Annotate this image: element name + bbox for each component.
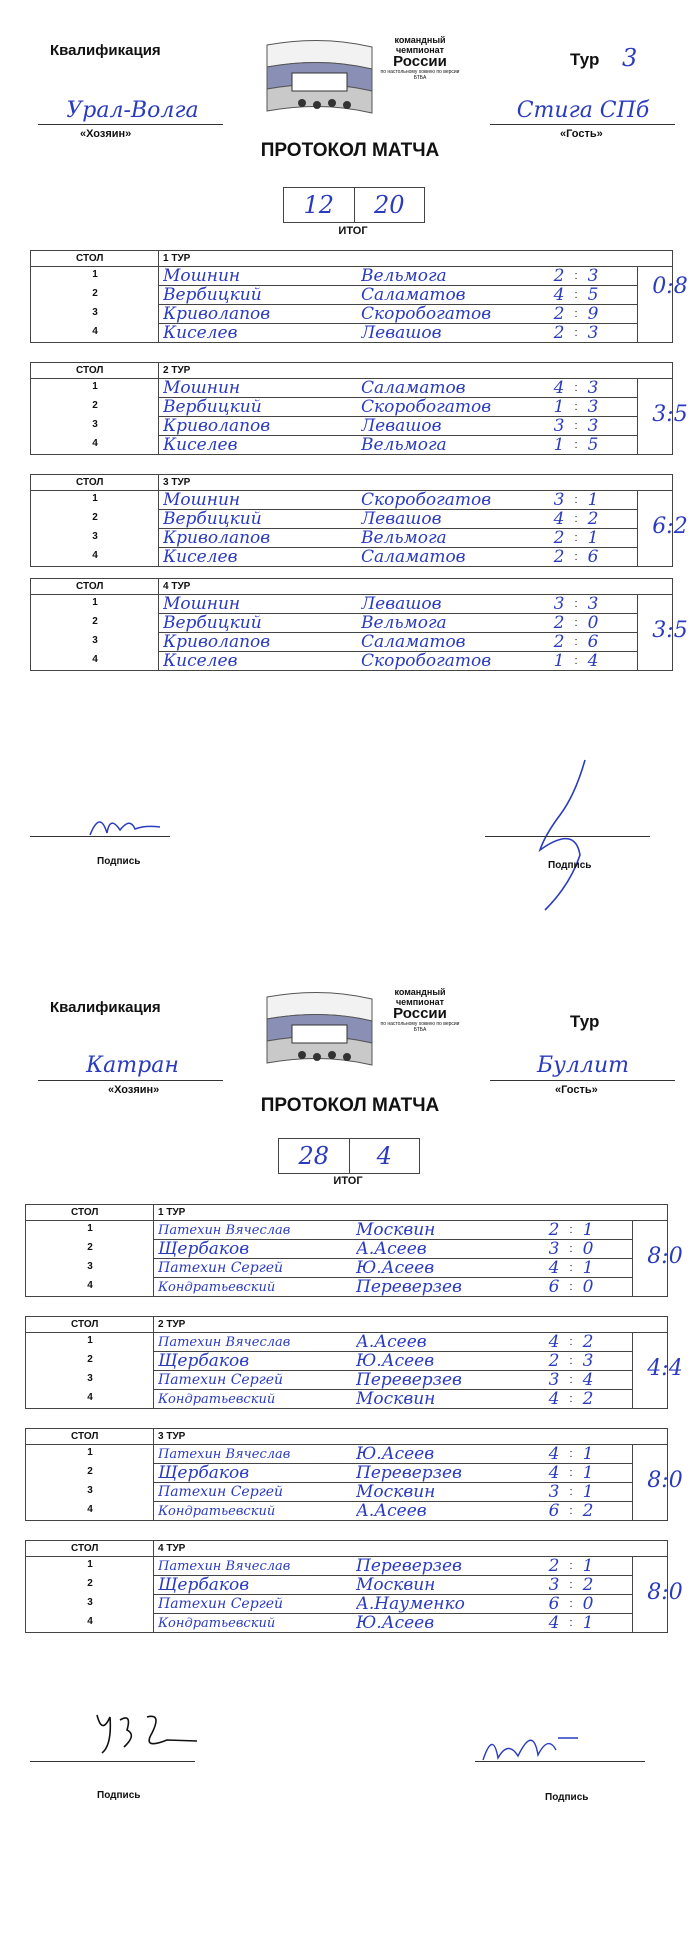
guest-team-name: Стига СПб	[516, 98, 650, 123]
host-player: Мошнин	[163, 491, 241, 510]
host-player: Криволапов	[163, 529, 271, 548]
guest-player: Вельмога	[361, 614, 447, 633]
host-score: 3	[553, 594, 565, 614]
guest-score: 9	[587, 304, 599, 324]
page-title: ПРОТОКОЛ МАТЧА	[260, 1095, 440, 1116]
guest-player: Саламатов	[361, 286, 466, 305]
host-total-score: 28	[279, 1139, 350, 1173]
host-player: Киселев	[163, 324, 238, 343]
total-score-box	[283, 187, 425, 223]
host-score: 3	[548, 1482, 560, 1502]
host-underline	[38, 1080, 223, 1081]
total-score-box	[278, 1138, 420, 1174]
host-player: Мошнин	[163, 379, 241, 398]
stol-header: СТОЛ	[26, 1541, 154, 1556]
page-title: ПРОТОКОЛ МАТЧА	[260, 140, 440, 161]
guest-player: Вельмога	[361, 436, 447, 455]
round-total: 8:0	[647, 1468, 683, 1493]
guest-score: 3	[582, 1351, 594, 1371]
table-number: 1	[87, 1335, 93, 1346]
table-number: 1	[87, 1559, 93, 1570]
host-score: 3	[553, 416, 565, 436]
guest-score: 1	[582, 1556, 594, 1576]
guest-signature-line	[485, 836, 650, 837]
guest-signature-icon	[515, 755, 605, 915]
guest-score: 0	[587, 613, 599, 633]
host-score: 4	[553, 509, 565, 529]
guest-signature-caption: Подпись	[548, 860, 592, 871]
guest-caption: «Гость»	[560, 128, 603, 140]
table-number: 2	[92, 616, 98, 627]
guest-player: Саламатов	[361, 548, 466, 567]
guest-player: Ю.Асеев	[356, 1259, 435, 1278]
round-table: СТОЛ 4 ТУР 1 Патехин Вячеслав Переверзев 2 : 1 2 Щербаков Москвин 3 : 2 3 Патехин Сергей А.Науменко 6 : 0 4 Кондратьевский Ю.Асеев 4 : 1 8:0	[25, 1540, 668, 1638]
table-number: 2	[92, 400, 98, 411]
host-team-name: Катран	[86, 1053, 179, 1078]
host-score: 2	[553, 528, 565, 548]
logo-line-4: по настольному хоккею по версии БТБА	[380, 69, 460, 81]
table-number: 1	[92, 269, 98, 280]
guest-team-name: Буллит	[537, 1053, 629, 1078]
guest-score: 6	[587, 632, 599, 652]
host-signature-line	[30, 836, 170, 837]
guest-score: 5	[587, 285, 599, 305]
host-score: 4	[548, 1444, 560, 1464]
host-player: Патехин Сергей	[158, 1260, 284, 1276]
host-score: 2	[553, 632, 565, 652]
table-number: 2	[87, 1242, 93, 1253]
round-total: 0:8	[652, 274, 688, 299]
guest-player: Вельмога	[361, 529, 447, 548]
round-total: 3:5	[652, 618, 688, 643]
round-total: 4:4	[647, 1356, 683, 1381]
qualification-label: Квалификация	[50, 999, 161, 1016]
guest-player: Саламатов	[361, 633, 466, 652]
host-score: 1	[553, 435, 565, 455]
round-table: СТОЛ 3 ТУР 1 Патехин Вячеслав Ю.Асеев 4 : 1 2 Щербаков Переверзев 4 : 1 3 Патехин Сергей Москвин 3 : 1 4 Кондратьевский А.Асеев 6 : 2 8:0	[25, 1428, 668, 1526]
guest-player: Ю.Асеев	[356, 1352, 435, 1371]
guest-player: Вельмога	[361, 267, 447, 286]
host-caption: «Хозяин»	[80, 128, 132, 140]
table-number: 1	[92, 381, 98, 392]
host-score: 1	[553, 397, 565, 417]
table-number: 3	[92, 531, 98, 542]
host-player: Патехин Сергей	[158, 1596, 284, 1612]
table-number: 1	[87, 1447, 93, 1458]
host-score: 4	[548, 1613, 560, 1633]
guest-player: Левашов	[361, 324, 442, 343]
host-player: Патехин Вячеслав	[158, 1335, 291, 1350]
table-number: 4	[92, 438, 98, 449]
guest-player: Москвин	[356, 1390, 436, 1409]
guest-player: Ю.Асеев	[356, 1614, 435, 1633]
round-table: СТОЛ 2 ТУР 1 Мошнин Саламатов 4 : 3 2 Вербицкий Скоробогатов 1 : 3 3 Криволапов Левашов 3 : 3 4 Киселев Вельмога 1 : 5 3:5	[30, 362, 673, 460]
guest-player: Переверзев	[356, 1464, 462, 1483]
table-number: 4	[92, 654, 98, 665]
host-player: Патехин Вячеслав	[158, 1447, 291, 1462]
host-score: 1	[553, 651, 565, 671]
host-total-score: 12	[284, 188, 355, 222]
guest-signature-caption: Подпись	[545, 1792, 589, 1803]
table-number: 2	[92, 288, 98, 299]
tur-value: 3	[622, 44, 638, 72]
round-table: СТОЛ 3 ТУР 1 Мошнин Скоробогатов 3 : 1 2 Вербицкий Левашов 4 : 2 3 Криволапов Вельмога 2 : 1 4 Киселев Саламатов 2 : 6 6:2	[30, 474, 673, 572]
host-player: Патехин Вячеслав	[158, 1223, 291, 1238]
logo-caption	[375, 987, 465, 1033]
host-player: Щербаков	[158, 1576, 250, 1595]
guest-score: 6	[587, 547, 599, 567]
round-header: 2 ТУР	[158, 1319, 186, 1330]
guest-score: 0	[582, 1594, 594, 1614]
protocol-sheet-1	[0, 0, 700, 950]
table-number: 2	[87, 1466, 93, 1477]
logo-caption	[375, 35, 465, 81]
table-number: 3	[87, 1261, 93, 1272]
guest-score: 1	[582, 1613, 594, 1633]
stol-header: СТОЛ	[26, 1429, 154, 1444]
stol-header: СТОЛ	[31, 251, 159, 266]
host-signature-line	[30, 1761, 195, 1762]
guest-score: 3	[587, 397, 599, 417]
guest-score: 1	[582, 1482, 594, 1502]
host-player: Патехин Вячеслав	[158, 1559, 291, 1574]
guest-player: Левашов	[361, 595, 442, 614]
host-score: 2	[553, 266, 565, 286]
host-player: Вербицкий	[163, 510, 262, 529]
guest-player: Саламатов	[361, 379, 466, 398]
guest-player: Переверзев	[356, 1557, 462, 1576]
host-score: 3	[548, 1239, 560, 1259]
tur-label: Тур	[570, 50, 600, 69]
host-signature-icon	[85, 805, 165, 845]
table-number: 1	[87, 1223, 93, 1234]
host-player: Киселев	[163, 548, 238, 567]
guest-signature-icon	[478, 1720, 588, 1770]
table-number: 3	[87, 1597, 93, 1608]
round-total: 8:0	[647, 1244, 683, 1269]
round-total: 3:5	[652, 402, 688, 427]
host-score: 4	[548, 1332, 560, 1352]
guest-signature-line	[475, 1761, 645, 1762]
round-total: 6:2	[652, 514, 688, 539]
guest-player: Скоробогатов	[361, 305, 492, 324]
host-player: Щербаков	[158, 1352, 250, 1371]
host-player: Криволапов	[163, 417, 271, 436]
host-player: Киселев	[163, 436, 238, 455]
host-score: 2	[548, 1556, 560, 1576]
host-signature-caption: Подпись	[97, 856, 141, 867]
guest-score: 1	[587, 528, 599, 548]
guest-score: 1	[582, 1258, 594, 1278]
host-score: 2	[548, 1220, 560, 1240]
host-player: Кондратьевский	[158, 1504, 276, 1519]
guest-score: 3	[587, 323, 599, 343]
guest-player: Переверзев	[356, 1278, 462, 1297]
logo-line-1: командный	[394, 987, 446, 997]
guest-score: 0	[582, 1277, 594, 1297]
logo-line-4: по настольному хоккею по версии БТБА	[380, 1021, 460, 1033]
host-score: 3	[548, 1575, 560, 1595]
guest-score: 2	[582, 1389, 594, 1409]
guest-caption: «Гость»	[555, 1084, 598, 1096]
table-number: 2	[92, 512, 98, 523]
guest-player: А.Асеев	[356, 1502, 427, 1521]
guest-player: Москвин	[356, 1221, 436, 1240]
guest-score: 0	[582, 1239, 594, 1259]
guest-player: Скоробогатов	[361, 652, 492, 671]
round-header: 4 ТУР	[158, 1543, 186, 1554]
table-number: 4	[87, 1392, 93, 1403]
guest-player: А.Асеев	[356, 1333, 427, 1352]
host-score: 2	[548, 1351, 560, 1371]
logo-line-2: чемпионат	[395, 45, 445, 55]
guest-player: Скоробогатов	[361, 398, 492, 417]
round-header: 1 ТУР	[158, 1207, 186, 1218]
host-signature-icon	[92, 1705, 202, 1760]
protocol-sheet-2	[0, 985, 700, 1935]
host-player: Криволапов	[163, 305, 271, 324]
host-score: 4	[548, 1463, 560, 1483]
logo-line-1: командный	[394, 35, 446, 45]
guest-score: 1	[582, 1444, 594, 1464]
host-player: Кондратьевский	[158, 1280, 276, 1295]
guest-player: Скоробогатов	[361, 491, 492, 510]
host-signature-caption: Подпись	[97, 1790, 141, 1801]
guest-player: Москвин	[356, 1576, 436, 1595]
table-number: 3	[87, 1373, 93, 1384]
table-number: 2	[87, 1354, 93, 1365]
host-score: 4	[553, 285, 565, 305]
guest-score: 3	[587, 266, 599, 286]
guest-score: 3	[587, 594, 599, 614]
guest-player: Ю.Асеев	[356, 1445, 435, 1464]
table-number: 4	[92, 550, 98, 561]
table-number: 1	[92, 597, 98, 608]
guest-score: 5	[587, 435, 599, 455]
guest-score: 1	[582, 1220, 594, 1240]
guest-underline	[490, 124, 675, 125]
host-player: Щербаков	[158, 1464, 250, 1483]
logo-line-3: России	[393, 1005, 447, 1022]
table-number: 4	[92, 326, 98, 337]
guest-score: 4	[587, 651, 599, 671]
round-header: 3 ТУР	[158, 1431, 186, 1442]
host-player: Мошнин	[163, 267, 241, 286]
host-score: 4	[548, 1258, 560, 1278]
round-header: 4 ТУР	[163, 581, 191, 592]
host-score: 2	[553, 323, 565, 343]
round-header: 3 ТУР	[163, 477, 191, 488]
host-score: 2	[553, 304, 565, 324]
round-total: 8:0	[647, 1580, 683, 1605]
host-player: Патехин Сергей	[158, 1372, 284, 1388]
guest-player: Москвин	[356, 1483, 436, 1502]
table-number: 4	[87, 1504, 93, 1515]
guest-player: Переверзев	[356, 1371, 462, 1390]
host-score: 4	[553, 378, 565, 398]
host-caption: «Хозяин»	[108, 1084, 160, 1096]
table-number: 4	[87, 1616, 93, 1627]
guest-player: Левашов	[361, 417, 442, 436]
stol-header: СТОЛ	[26, 1317, 154, 1332]
round-table: СТОЛ 1 ТУР 1 Патехин Вячеслав Москвин 2 : 1 2 Щербаков А.Асеев 3 : 0 3 Патехин Сергей Ю.Асеев 4 : 1 4 Кондратьевский Переверзев 6 : 0 8:0	[25, 1204, 668, 1302]
tur-label: Тур	[570, 1012, 600, 1031]
host-player: Вербицкий	[163, 614, 262, 633]
host-player: Киселев	[163, 652, 238, 671]
guest-player: Левашов	[361, 510, 442, 529]
host-score: 2	[553, 547, 565, 567]
round-header: 1 ТУР	[163, 253, 191, 264]
guest-score: 1	[582, 1463, 594, 1483]
table-number: 2	[87, 1578, 93, 1589]
stol-header: СТОЛ	[31, 363, 159, 378]
guest-score: 3	[587, 378, 599, 398]
itog-label: ИТОГ	[338, 225, 368, 237]
host-score: 6	[548, 1277, 560, 1297]
host-player: Вербицкий	[163, 286, 262, 305]
guest-score: 3	[587, 416, 599, 436]
stol-header: СТОЛ	[31, 475, 159, 490]
itog-label: ИТОГ	[333, 1175, 363, 1187]
table-number: 3	[92, 419, 98, 430]
table-number: 4	[87, 1280, 93, 1291]
host-score: 3	[553, 490, 565, 510]
host-player: Кондратьевский	[158, 1392, 276, 1407]
host-score: 6	[548, 1501, 560, 1521]
guest-score: 2	[582, 1501, 594, 1521]
guest-total-score: 4	[376, 1142, 392, 1170]
round-table: СТОЛ 1 ТУР 1 Мошнин Вельмога 2 : 3 2 Вербицкий Саламатов 4 : 5 3 Криволапов Скоробогатов 2 : 9 4 Киселев Левашов 2 : 3 0:8	[30, 250, 673, 348]
host-team-name: Урал-Волга	[66, 98, 199, 123]
round-table: СТОЛ 4 ТУР 1 Мошнин Левашов 3 : 3 2 Вербицкий Вельмога 2 : 0 3 Криволапов Саламатов 2 : 6 4 Киселев Скоробогатов 1 : 4 3:5	[30, 578, 673, 676]
stol-header: СТОЛ	[31, 579, 159, 594]
guest-score: 2	[582, 1332, 594, 1352]
host-underline	[38, 124, 223, 125]
host-score: 6	[548, 1594, 560, 1614]
table-number: 1	[92, 493, 98, 504]
round-table: СТОЛ 2 ТУР 1 Патехин Вячеслав А.Асеев 4 : 2 2 Щербаков Ю.Асеев 2 : 3 3 Патехин Сергей Переверзев 3 : 4 4 Кондратьевский Москвин 4 : 2 4:4	[25, 1316, 668, 1414]
guest-score: 4	[582, 1370, 594, 1390]
qualification-label: Квалификация	[50, 42, 161, 59]
table-number: 3	[92, 635, 98, 646]
guest-total-score: 20	[373, 191, 405, 219]
stol-header: СТОЛ	[26, 1205, 154, 1220]
logo-line-3: России	[393, 53, 447, 70]
guest-score: 2	[582, 1575, 594, 1595]
host-player: Кондратьевский	[158, 1616, 276, 1631]
guest-score: 2	[587, 509, 599, 529]
host-score: 4	[548, 1389, 560, 1409]
table-number: 3	[92, 307, 98, 318]
host-player: Криволапов	[163, 633, 271, 652]
guest-score: 1	[587, 490, 599, 510]
guest-underline	[490, 1080, 675, 1081]
host-score: 3	[548, 1370, 560, 1390]
host-score: 2	[553, 613, 565, 633]
guest-player: А.Асеев	[356, 1240, 427, 1259]
logo-line-2: чемпионат	[395, 997, 445, 1007]
host-player: Щербаков	[158, 1240, 250, 1259]
table-number: 3	[87, 1485, 93, 1496]
host-player: Мошнин	[163, 595, 241, 614]
host-player: Вербицкий	[163, 398, 262, 417]
guest-player: А.Науменко	[356, 1595, 465, 1614]
round-header: 2 ТУР	[163, 365, 191, 376]
host-player: Патехин Сергей	[158, 1484, 284, 1500]
